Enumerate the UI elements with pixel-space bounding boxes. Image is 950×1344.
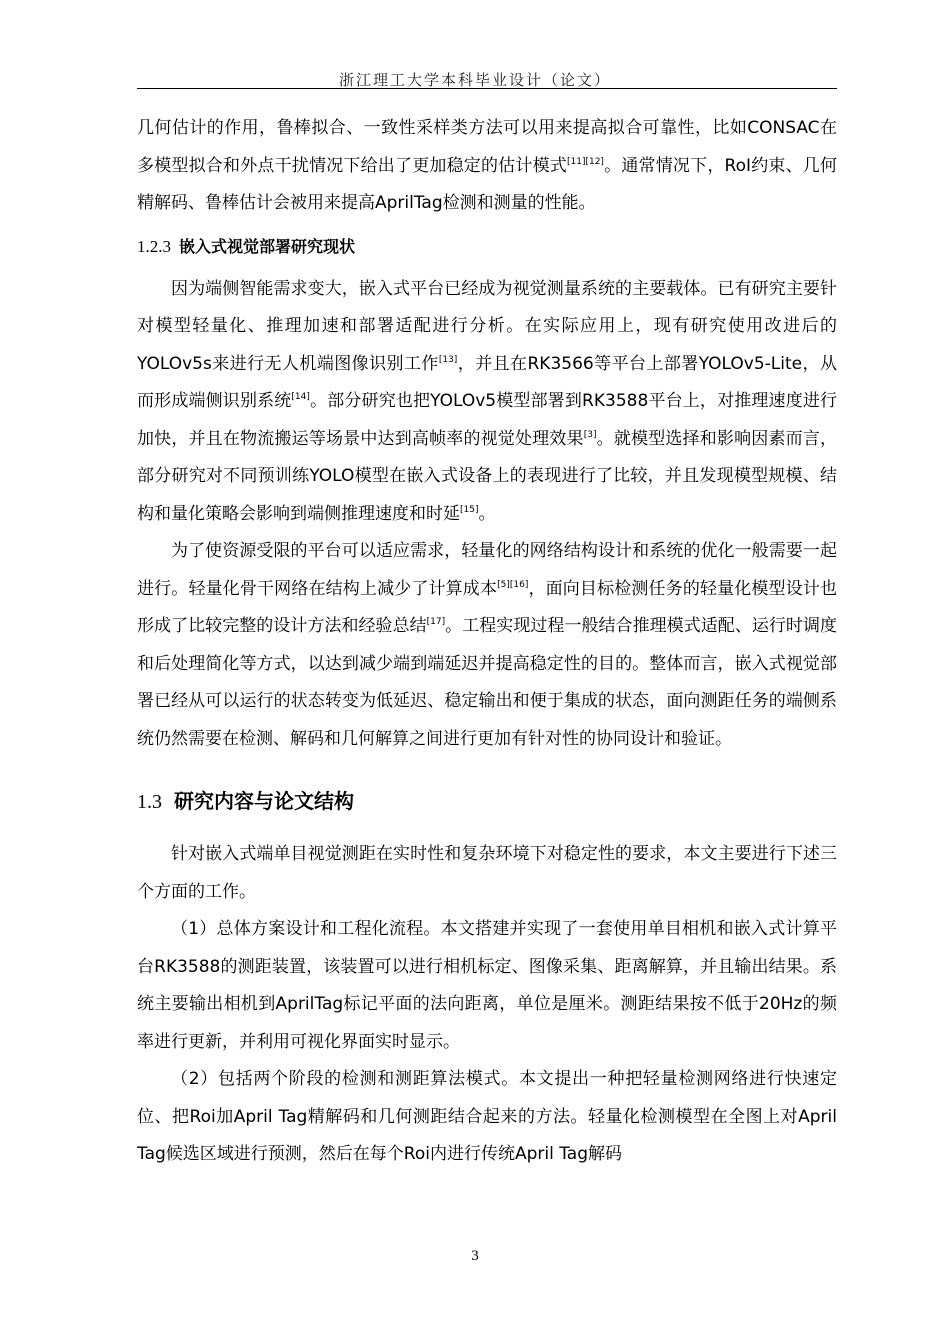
section-number: 1.3 — [137, 791, 162, 813]
paragraph-lightweight-design: 为了使资源受限的平台可以适应需求，轻量化的网络结构设计和系统的优化一般需要一起进行。轻量化骨干网络在结构上减少了计算成本[5][16]，面向目标检测任务的轻量化模型设计也形成了比较完整的设计方法和经验总结[17]。工程实现过程一般结合推理模式适配、运行时调度和后处理简化等方式，以达到减少端到端延迟并提高稳定性的目的。整体而言，嵌入式视觉部署已经从可以运行的状态转变为低延迟、稳定输出和便于集成的状态，面向测距任务的端侧系统仍然需要在检测、解码和几何解算之间进行更加有针对性的协同设计和验证。 — [137, 541, 838, 749]
paragraph-research-intro: 针对嵌入式端单目视觉测距在实时性和复杂环境下对稳定性的要求，本文主要进行下述三个方面的工作。 — [137, 844, 837, 902]
section-heading-1-3 — [137, 758, 837, 836]
list-item-1: （1）总体方案设计和工程化流程。本文搭建并实现了一套使用单目相机和嵌入式计算平台RK3588的测距装置，该装置可以进行相机标定、图像采集、距离解算，并且输出结果。系统主要输出相机到AprilTag标记平面的法向距离，单位是厘米。测距结果按不低于20Hz的频率进行更新，并利用可视化界面实时显示。 — [137, 919, 837, 1052]
list-item-2: （2）包括两个阶段的检测和测距算法模式。本文提出一种把轻量检测网络进行快速定位、把Roi加April Tag精解码和几何测距结合起来的方法。轻量化检测模型在全图上对April Tag候选区域进行预测，然后在每个Roi内进行传统April Tag解码 — [137, 1069, 837, 1164]
citation: [5][16] — [497, 579, 529, 590]
citation: [17] — [426, 617, 446, 627]
citation: [14] — [291, 392, 310, 402]
section-title: 研究内容与论文结构 — [174, 789, 354, 813]
running-header: 浙江理工大学本科毕业设计（论文） — [338, 71, 611, 89]
header-rule — [137, 88, 837, 89]
section-title: 嵌入式视觉部署研究现状 — [179, 236, 356, 256]
citation: [3] — [583, 429, 597, 440]
paragraph-robust-fitting: 几何估计的作用，鲁棒拟合、一致性采样类方法可以用来提高拟合可靠性，比如CONSAC在多模型拟合和外点干扰情况下给出了更加稳定的估计模式[11][12]。通常情况下，RoI约束、几何精解码、鲁棒估计会被用来提高AprilTag检测和测量的性能。 — [137, 118, 837, 213]
citation: [11][12] — [566, 156, 604, 167]
section-number: 1.2.3 — [137, 236, 171, 256]
paragraph-embedded-deployment: 因为端侧智能需求变大，嵌入式平台已经成为视觉测量系统的主要载体。已有研究主要针对模型轻量化、推理加速和部署适配进行分析。在实际应用上，现有研究使用改进后的YOLOv5s来进行无人机端图像识别工作[13]，并且在RK3566等平台上部署YOLOv5-Lite，从而形成端侧识别系统[14]。部分研究也把YOLOv5模型部署到RK3588平台上，对推理速度进行加快，并且在物流搬运等场景中达到高帧率的视觉处理效果[3]。就模型选择和影响因素而言，部分研究对不同预训练YOLO模型在嵌入式设备上的表现进行了比较，并且发现模型规模、结构和量化策略会影响到端侧推理速度和时延[15]。 — [137, 278, 838, 524]
body-text — [137, 110, 837, 1174]
citation: [13] — [438, 354, 458, 365]
section-heading-1-2-3 — [137, 223, 837, 271]
citation: [15] — [460, 504, 479, 515]
page-number: 3 — [471, 1248, 479, 1264]
